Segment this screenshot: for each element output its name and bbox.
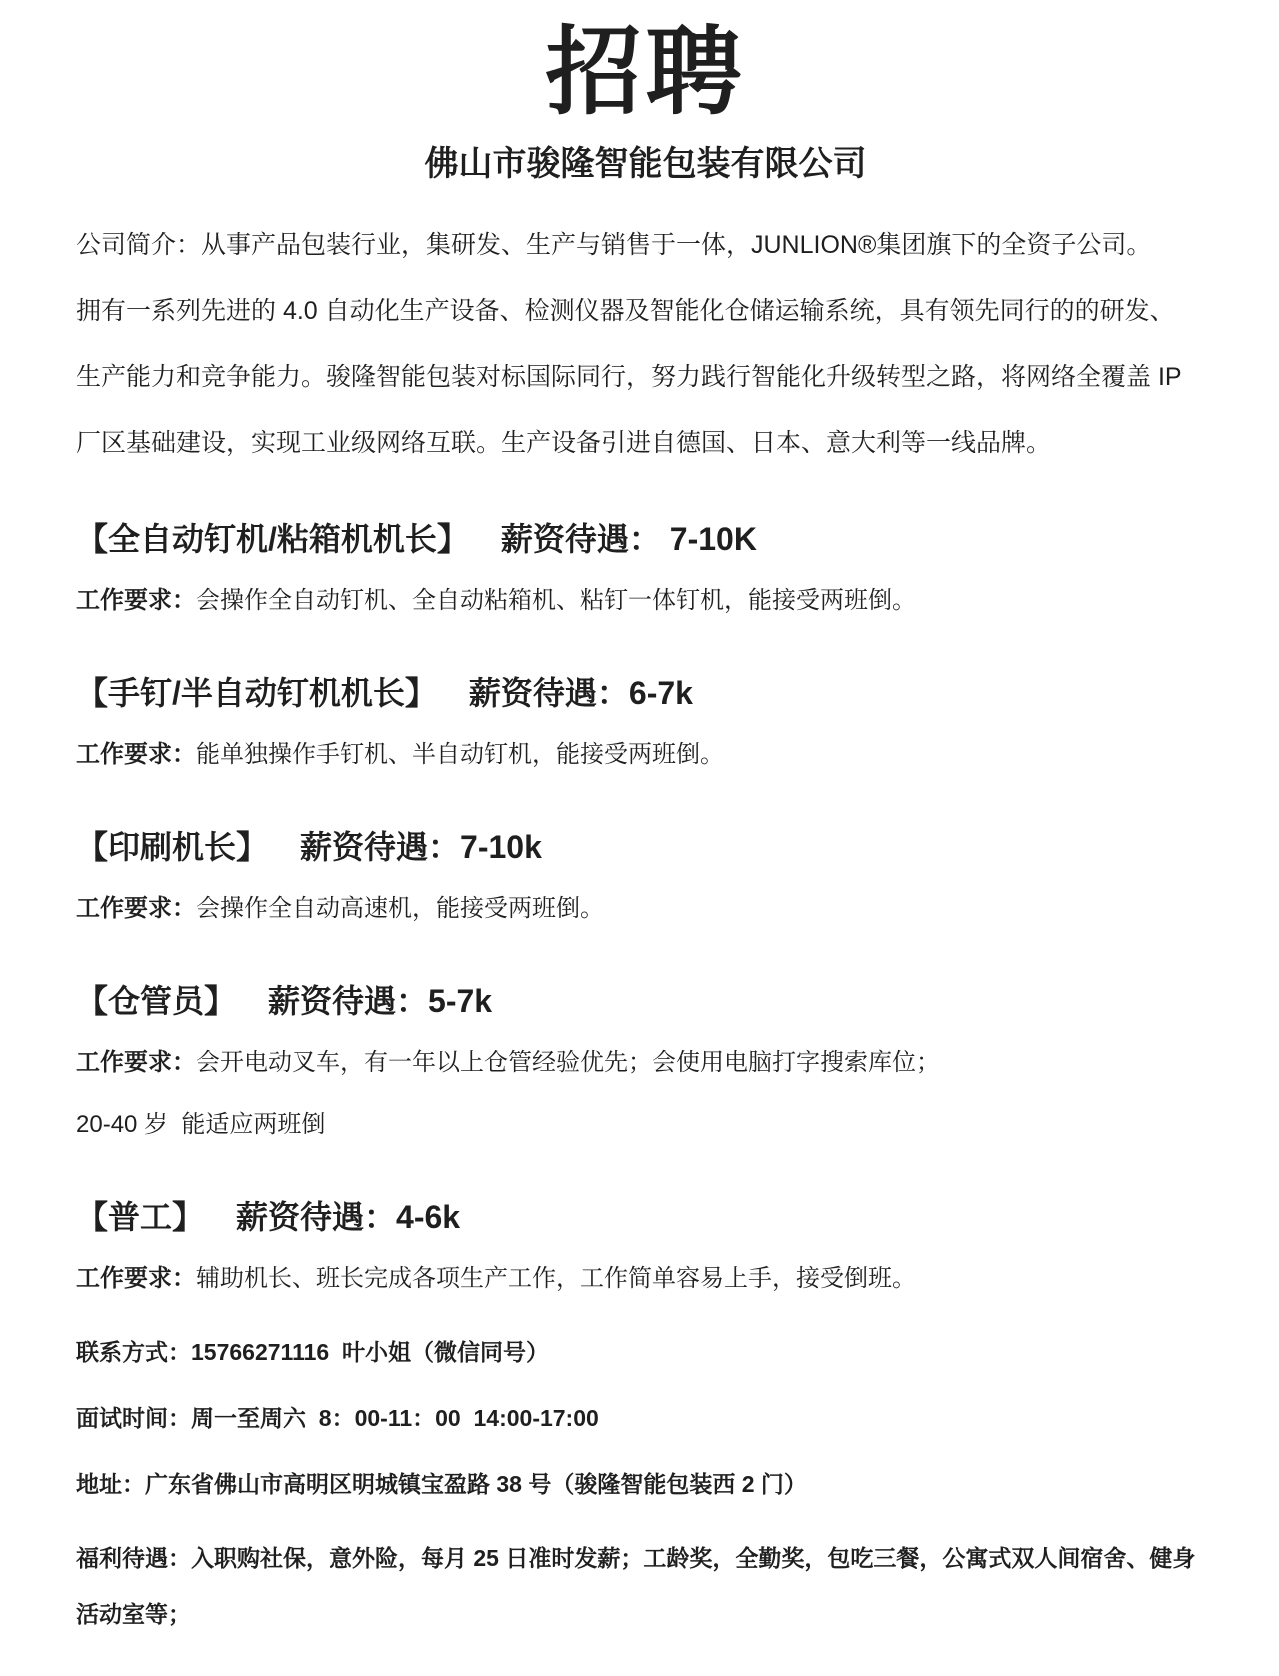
intro-line: 生产能力和竞争能力。骏隆智能包装对标国际同行，努力践行智能化升级转型之路，将网络全覆盖 IP xyxy=(76,363,1182,392)
job-salary: 薪资待遇：5-7k xyxy=(268,983,493,1020)
requirements-label: 工作要求： xyxy=(76,1049,196,1077)
job-section-general-worker xyxy=(76,1194,1215,1296)
job-heading xyxy=(76,516,1215,562)
job-requirements xyxy=(76,1046,1215,1080)
job-title: 【手钉/半自动钉机机长】 xyxy=(76,675,437,712)
job-requirements xyxy=(76,1262,1215,1296)
job-title: 【印刷机长】 xyxy=(76,829,269,866)
job-salary: 薪资待遇：4-6k xyxy=(236,1199,461,1236)
contact-phone-value: 15766271116 叶小姐（微信同号） xyxy=(191,1339,549,1366)
intro-line: 公司简介：从事产品包装行业，集研发、生产与销售于一体，JUNLION®集团旗下的全资子公司。 xyxy=(76,231,1152,260)
contact-phone-line xyxy=(76,1332,1215,1372)
job-section-auto-nailing-machine-operator xyxy=(76,516,1215,618)
requirements-label: 工作要求： xyxy=(76,741,196,769)
interview-time-line xyxy=(76,1398,1215,1438)
job-heading xyxy=(76,824,1215,870)
contact-info xyxy=(76,1332,1215,1642)
job-section-printing-machine-operator xyxy=(76,824,1215,926)
job-salary: 薪资待遇：6-7k xyxy=(468,675,693,712)
requirements-label: 工作要求： xyxy=(76,1265,196,1293)
requirements-text: 辅助机长、班长完成各项生产工作，工作简单容易上手，接受倒班。 xyxy=(196,1265,916,1293)
requirements-text: 会开电动叉车，有一年以上仓管经验优先；会使用电脑打字搜索库位； xyxy=(196,1049,940,1077)
benefits-line xyxy=(76,1530,1215,1642)
poster-title: 招聘 xyxy=(545,19,746,126)
benefits-label: 福利待遇： xyxy=(76,1545,191,1572)
job-section-hand-nailing-machine-operator xyxy=(76,670,1215,772)
requirements-text: 会操作全自动钉机、全自动粘箱机、粘钉一体钉机，能接受两班倒。 xyxy=(196,587,916,615)
address-value: 广东省佛山市高明区明城镇宝盈路 38 号（骏隆智能包装西 2 门） xyxy=(145,1471,807,1498)
job-heading xyxy=(76,978,1215,1024)
intro-line: 拥有一系列先进的 4.0 自动化生产设备、检测仪器及智能化仓储运输系统，具有领先同行的的研发、 xyxy=(76,297,1175,326)
job-salary: 薪资待遇：7-10k xyxy=(300,829,542,866)
company-name: 佛山市骏隆智能包装有限公司 xyxy=(424,145,867,184)
interview-time-value: 周一至周六 8：00-11：00 14:00-17:00 xyxy=(191,1405,599,1432)
job-section-warehouse-keeper xyxy=(76,978,1215,1142)
company-intro xyxy=(76,212,1215,476)
requirements-text: 会操作全自动高速机，能接受两班倒。 xyxy=(196,895,604,923)
benefits-value: 入职购社保，意外险，每月 25 日准时发薪；工龄奖，全勤奖，包吃三餐，公寓式双人间宿舍、健身活动室等； xyxy=(76,1545,1196,1628)
intro-line: 厂区基础建设，实现工业级网络互联。生产设备引进自德国、日本、意大利等一线品牌。 xyxy=(76,429,1052,458)
job-requirements xyxy=(76,584,1215,618)
requirements-label: 工作要求： xyxy=(76,587,196,615)
job-title: 【普工】 xyxy=(76,1199,205,1236)
address-label: 地址： xyxy=(76,1471,145,1498)
job-requirements xyxy=(76,892,1215,926)
job-title: 【仓管员】 xyxy=(76,983,237,1020)
job-salary: 薪资待遇： 7-10K xyxy=(500,521,757,558)
address-line xyxy=(76,1464,1215,1504)
requirements-label: 工作要求： xyxy=(76,895,196,923)
interview-time-label: 面试时间： xyxy=(76,1405,191,1432)
job-requirements-line2: 20-40 岁 能适应两班倒 xyxy=(76,1111,326,1139)
job-heading xyxy=(76,670,1215,716)
job-title: 【全自动钉机/粘箱机机长】 xyxy=(76,521,469,558)
contact-phone-label: 联系方式： xyxy=(76,1339,191,1366)
requirements-text: 能单独操作手钉机、半自动钉机，能接受两班倒。 xyxy=(196,741,724,769)
job-heading xyxy=(76,1194,1215,1240)
job-requirements xyxy=(76,738,1215,772)
